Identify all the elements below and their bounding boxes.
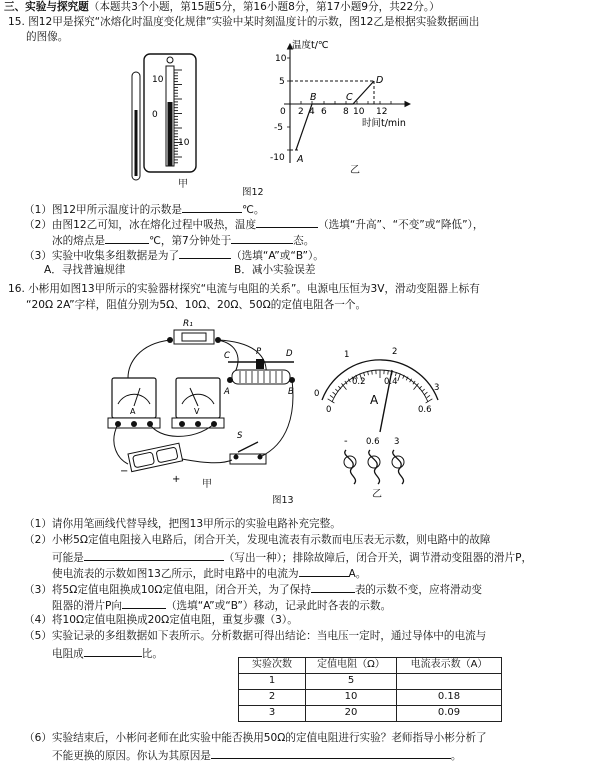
q15-part3-blank[interactable] (179, 247, 231, 259)
q16-part6-end: 。 (450, 750, 462, 762)
q15-part2-blank-state[interactable] (231, 232, 293, 244)
thermometer-figure (130, 46, 220, 186)
fig13-label-yi: 乙 (372, 489, 382, 500)
q15-part3 (24, 247, 324, 264)
graph-xtick-12: 12 (376, 107, 388, 117)
dial-tick (364, 372, 365, 376)
q15-option-b[interactable]: B．减小实验误差 (234, 264, 316, 276)
q16-part3-rest: 表的示数不变，应将滑动变 (354, 584, 482, 596)
table-cell: 0.09 (397, 706, 502, 722)
q15-part2-state: 态。 (293, 235, 315, 247)
q16-part3-slider: 阻器的滑片P向 (52, 600, 122, 612)
graph-xtick-4: 4 (309, 107, 315, 117)
q16-part5-end: 比。 (141, 648, 163, 660)
table-cell: 1 (239, 674, 306, 690)
q16-part2-blank-fault[interactable] (84, 549, 224, 561)
dial-inner-0: 0 (326, 405, 332, 415)
q16-part6-blank[interactable] (211, 747, 451, 759)
table-cell: 10 (306, 690, 397, 706)
q15-part2-line1 (24, 216, 483, 233)
graph-ytick-neg5: -5 (274, 123, 283, 133)
q15-part2-blank-mp[interactable] (105, 232, 149, 244)
graph-ylabel: 温度t/℃ (292, 40, 329, 51)
ammeter-dial (310, 340, 450, 500)
svg-text:V: V (194, 407, 200, 416)
label-s: S (237, 431, 243, 441)
graph-xtick-10: 10 (353, 107, 365, 117)
q16-part2-line3 (52, 565, 366, 582)
graph-xlabel: 时间t/min (362, 118, 406, 129)
dial-tick (395, 372, 396, 376)
table-header: 定值电阻（Ω） (306, 658, 397, 674)
q16-part2-adjust: （写出一种）；排除故障后，闭合开关，调节滑动变阻器的滑片P， (223, 552, 533, 564)
table-header: 实验次数 (239, 658, 306, 674)
graph-xtick-2: 2 (298, 107, 304, 117)
fig13-caption: 图13 (272, 495, 294, 506)
q16-part2-current: 使电流表的示数如图13乙所示，此时电路中的电流为 (52, 568, 299, 580)
dial-inner-0-6: 0.6 (418, 405, 432, 415)
dial-tick (333, 392, 336, 395)
label-b: B (288, 387, 294, 397)
q16-part3-blank-meter[interactable] (311, 581, 355, 593)
thermo-tick-mid: 0 (152, 110, 158, 120)
table-cell: 5 (306, 674, 397, 690)
dial-tick (398, 373, 401, 381)
dial-tick (372, 371, 373, 375)
graph-point-a: A (297, 154, 304, 165)
graph-ytick-5: 5 (279, 77, 285, 87)
table-header-row (239, 658, 502, 674)
graph-point-c: C (346, 92, 353, 103)
q15-part1-text: （1）图12甲所示温度计的示数是 (24, 204, 182, 216)
q16-part3-line1 (24, 581, 482, 598)
q16-part6-line1: （6）实验结束后，小彬问老师在此实验中能否换用50Ω的定值电阻进行实验？老师指导小彬分析了 (24, 732, 487, 744)
circuit-apparatus (98, 314, 298, 484)
q15-part2-text: （2）由图12乙可知，冰在熔化过程中吸热，温度 (24, 219, 257, 231)
q16-stem-line2: “20Ω 2A”字样，阻值分别为5Ω、10Ω、20Ω、50Ω的定值电阻各一个。 (26, 299, 367, 311)
label-c: C (224, 351, 230, 361)
dial-tick (427, 395, 430, 397)
table-row (239, 674, 502, 690)
melting-graph (262, 38, 412, 178)
q16-part3-options: （选填“A”或“B”）移动，记录此时各表的示数。 (165, 600, 392, 612)
q15-part2-melting-point: 冰的熔点是 (52, 235, 105, 247)
terminal-neg: - (344, 436, 348, 447)
graph-xtick-6: 6 (321, 107, 327, 117)
q15-stem-line2: 的图像。 (26, 31, 69, 43)
dial-tick (330, 395, 333, 397)
q15-stem-line1: 15. 图12甲是探究“冰熔化时温度变化规律”实验中某时刻温度计的示数，图12乙是根据实验数据画出 (8, 16, 480, 28)
thermo-tick-bottom: 10 (178, 138, 190, 148)
q15-part1-unit: ℃。 (241, 204, 265, 216)
q16-part2-line2 (52, 549, 532, 566)
q16-part6-line2 (52, 747, 462, 764)
section-header (4, 0, 440, 15)
thermo-tick-top: 10 (152, 75, 164, 85)
terminal-3: 3 (394, 437, 400, 447)
dial-tick (388, 371, 389, 375)
table-header: 电流表示数（A） (397, 658, 502, 674)
fig12-label-yi: 乙 (350, 165, 360, 176)
q16-part5-line2 (52, 645, 163, 662)
svg-text:−: − (120, 466, 129, 477)
table-cell: 20 (306, 706, 397, 722)
q15-part2-blank-temp[interactable] (256, 216, 318, 228)
label-p: P (256, 347, 262, 357)
dial-unit: A (370, 393, 379, 407)
q16-part5-blank[interactable] (84, 645, 142, 657)
dial-outer-0: 0 (314, 389, 320, 399)
table-cell: 2 (239, 690, 306, 706)
q15-part1-blank[interactable] (182, 201, 242, 213)
fig12-caption: 图12 (242, 187, 264, 198)
dial-tick (424, 392, 427, 395)
fig12-label-jia: 甲 (178, 179, 188, 190)
table-cell: 3 (239, 706, 306, 722)
dial-tick (335, 389, 338, 392)
q16-part2-line1: （2）小彬5Ω定值电阻接入电路后，闭合开关，发现电流表有示数而电压表无示数，则电路中的故障 (24, 534, 491, 546)
q16-part6-text: 不能更换的原因。你认为其原因是 (52, 750, 211, 762)
q16-part3-text: （3）将5Ω定值电阻换成10Ω定值电阻，闭合开关，为了保持 (24, 584, 311, 596)
label-d: D (286, 349, 293, 359)
graph-ytick-0: 0 (280, 107, 286, 117)
terminal-0-6: 0.6 (366, 437, 380, 447)
q15-part2-minute7: ℃，第7分钟处于 (148, 235, 232, 247)
q16-part2-unit: A。 (348, 568, 367, 580)
data-table (238, 657, 502, 722)
q16-part2-blank-current[interactable] (299, 565, 349, 577)
dial-outer-1: 1 (344, 350, 350, 360)
graph-xtick-8: 8 (343, 107, 349, 117)
q16-part5-line1: （5）实验记录的多组数据如下表所示。分析数据可得出结论：当电压一定时，通过导体中的电流与 (24, 630, 487, 642)
q16-part3-blank-dir[interactable] (122, 597, 166, 609)
svg-text:A: A (130, 407, 136, 416)
table-cell (397, 674, 502, 690)
q15-part3-text: （3）实验中收集多组数据是为了 (24, 250, 180, 262)
label-r1: R₁ (183, 319, 193, 329)
dial-inner-0-4: 0.4 (384, 377, 398, 387)
q16-part4: （4）将10Ω定值电阻换成20Ω定值电阻，重复步骤（3）。 (24, 614, 298, 626)
section-note: （本题共3个小题，第15题5分，第16小题8分，第17小题9分，共22分。） (88, 1, 440, 13)
dial-inner-0-2: 0.2 (352, 377, 366, 387)
q16-part3-line2 (52, 597, 391, 614)
dial-outer-3: 3 (434, 383, 440, 393)
section-title: 三、实验与探究题 (4, 1, 89, 13)
q15-option-a[interactable]: A．寻找普遍规律 (44, 264, 126, 276)
label-a: A (224, 387, 230, 397)
table-row (239, 690, 502, 706)
dial-tick (422, 389, 425, 392)
graph-ytick-neg10: -10 (270, 153, 285, 163)
graph-point-d: D (376, 75, 384, 86)
q15-part3-options: （选填“A”或“B”）。 (231, 250, 324, 262)
dial-tick (368, 371, 369, 375)
table-cell: 0.18 (397, 690, 502, 706)
dial-outer-2: 2 (392, 347, 398, 357)
q16-part2-fault: 可能是 (52, 552, 84, 564)
svg-text:+: + (172, 474, 181, 484)
graph-ytick-10: 10 (275, 54, 287, 64)
q16-part1: （1）请你用笔画线代替导线，把图13甲所示的实验电路补充完整。 (24, 518, 341, 530)
table-row (239, 706, 502, 722)
q15-part2-options: （选填“升高”、“不变”或“降低”）， (318, 219, 484, 231)
fig13-label-jia: 甲 (202, 479, 212, 490)
graph-point-b: B (310, 92, 317, 103)
q16-stem-line1: 16. 小彬用如图13甲所示的实验器材探究“电流与电阻的关系”。电源电压恒为3V，滑动变阻器上标有 (8, 283, 480, 295)
q16-part5-text: 电阻成 (52, 648, 84, 660)
